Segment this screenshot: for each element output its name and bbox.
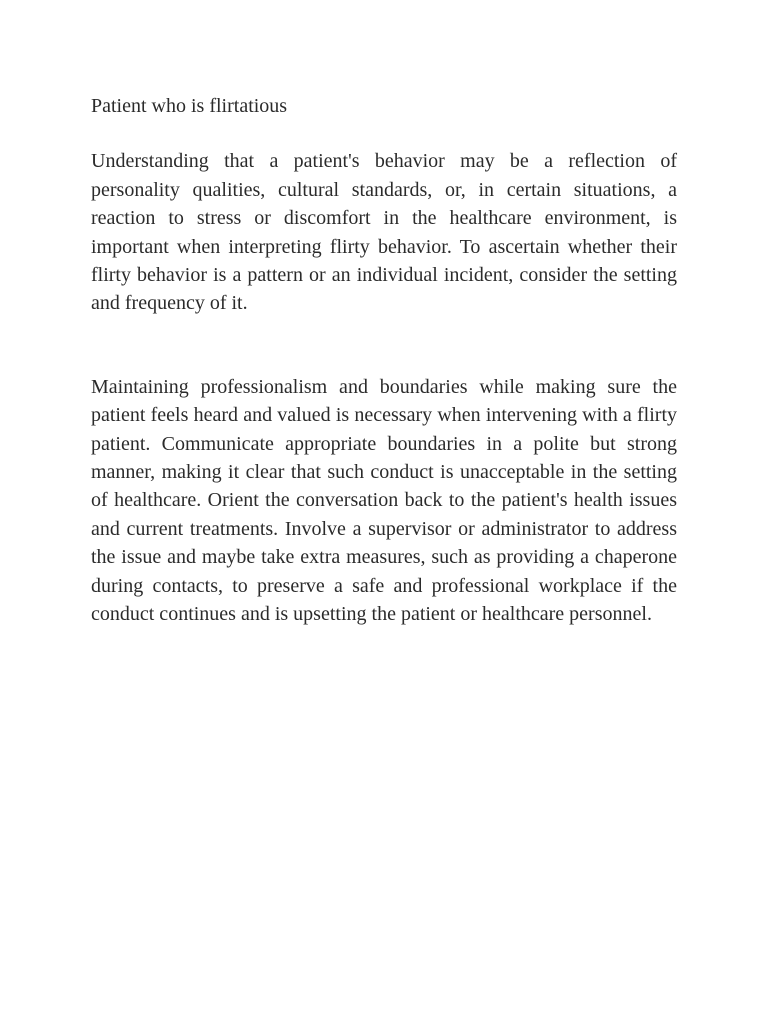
document-title: Patient who is flirtatious bbox=[91, 95, 288, 117]
paragraph-interpreting-behavior: Understanding that a patient's behavior may be a reflection of personality qualities, cultural standards, or, in certain situations, a reaction to stress or discomfort in the healthcare environment, is important when interpreting flirty behavior. To ascertain whether their flirty behavior is a pattern or an individual incident, consider the setting and frequency of it. bbox=[91, 150, 677, 315]
document-body bbox=[91, 92, 677, 629]
paragraph-intervention: Maintaining professionalism and boundaries while making sure the patient feels heard and valued is necessary when intervening with a flirty patient. Communicate appropriate boundaries in a polite but strong manner, making it clear that such conduct is unacceptable in the setting of healthcare. Orient the conversation back to the patient's health issues and current treatments. Involve a supervisor or administrator to address the issue and maybe take extra measures, such as providing a chaperone during contacts, to preserve a safe and professional workplace if the conduct continues and is upsetting the patient or healthcare personnel. bbox=[91, 375, 677, 626]
